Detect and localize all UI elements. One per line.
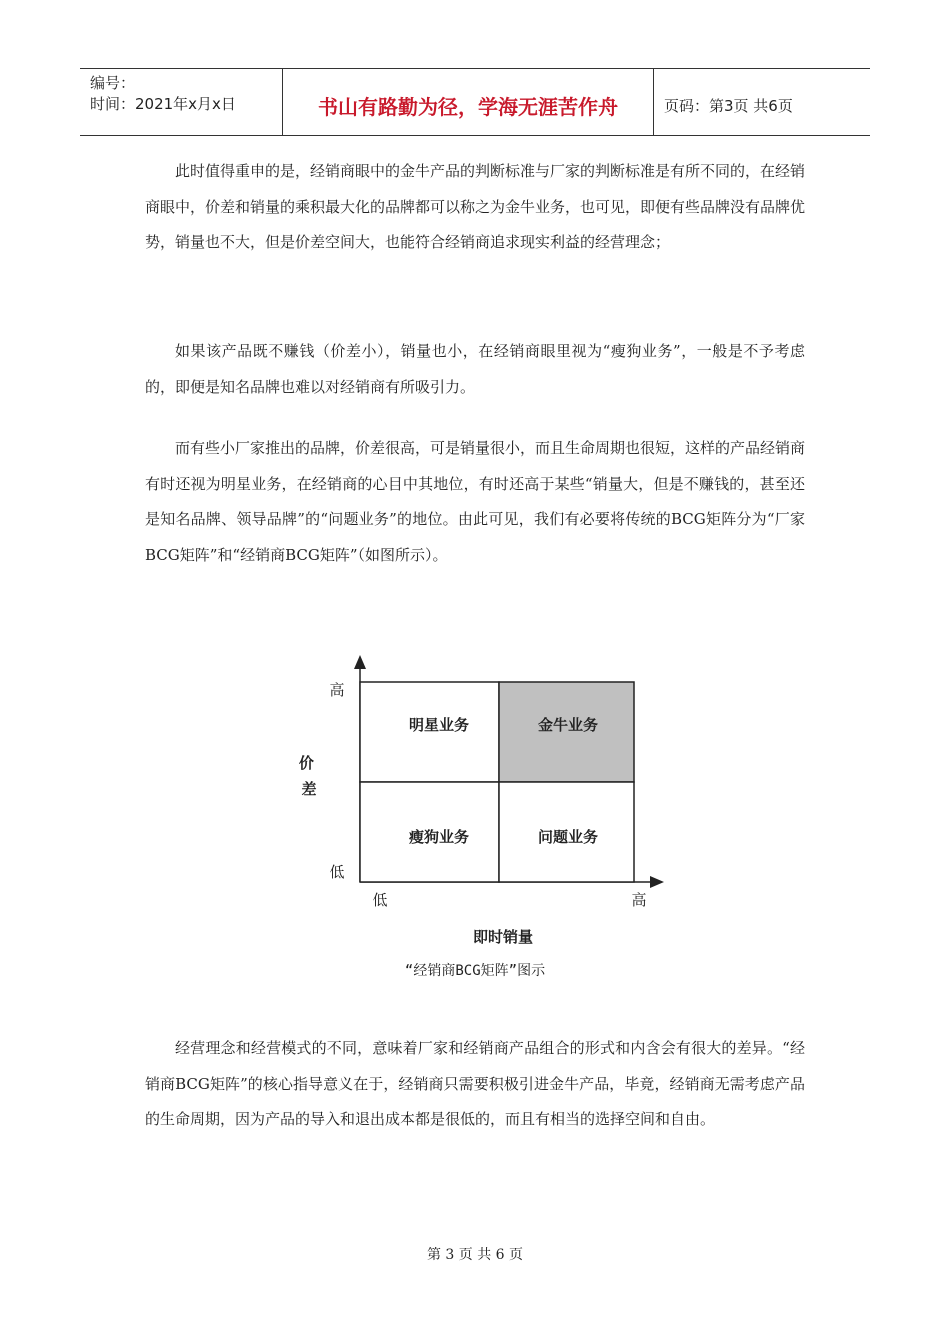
quadrant-label-cash-cow: 金牛业务 [537, 716, 599, 734]
figure-caption: “经销商BCG矩阵”图示 [404, 963, 546, 979]
bcg-matrix-diagram [290, 655, 670, 955]
paragraph-4: 经营理念和经营模式的不同，意味着厂家和经销商产品组合的形式和内含会有很大的差异。“经销商BCG矩阵”的核心指导意义在于，经销商只需要积极引进金牛产品，毕竟，经销商无需考虑产品的生命周期，因为产品的导入和退出成本都是很低的，而且有相当的选择空间和自由。 [145, 1039, 805, 1128]
x-axis-arrow-icon [650, 876, 664, 888]
date-label: 时间：2021年x月x日 [90, 95, 236, 113]
quadrant-label-dog: 瘦狗业务 [408, 828, 470, 846]
y-axis-title: 价 差 [298, 754, 317, 798]
page-footer: 第 3 页 共 6 页 [426, 1247, 524, 1263]
x-high-label: 高 [631, 891, 647, 909]
quadrant-label-question: 问题业务 [537, 828, 599, 846]
header-meta [80, 69, 282, 135]
document-header [80, 68, 870, 136]
paragraph-3: 而有些小厂家推出的品牌，价差很高，可是销量很小，而且生命周期也很短，这样的产品经销商有时还视为明星业务，在经销商的心目中其地位，有时还高于某些“销量大，但是不赚钱的，甚至还是知名品牌、领导品牌”的“问题业务”的地位。由此可见，我们有必要将传统的BCG矩阵分为“厂家BCG矩阵”和“经销商BCG矩阵”（如图所示）。 [145, 439, 806, 564]
quadrant-label-star: 明星业务 [408, 716, 470, 734]
x-axis-title: 即时销量 [472, 928, 534, 946]
paragraph-2: 如果该产品既不赚钱（价差小），销量也小，在经销商眼里视为“瘦狗业务”，一般是不予考虑的，即便是知名品牌也难以对经销商有所吸引力。 [145, 342, 805, 396]
header-page-info: 页码：第3页 共6页 [664, 96, 793, 115]
serial-number-label: 编号： [90, 74, 136, 92]
y-axis-arrow-icon [354, 655, 366, 669]
x-low-label: 低 [372, 891, 388, 909]
paragraph-1: 此时值得重申的是，经销商眼中的金牛产品的判断标准与厂家的判断标准是有所不同的，在经销商眼中，价差和销量的乘积最大化的品牌都可以称之为金牛业务，也可见，即便有些品牌没有品牌优势，销量也不大，但是价差空间大，也能符合经销商追求现实利益的经营理念； [145, 162, 806, 251]
y-high-label: 高 [329, 681, 345, 699]
header-motto: 书山有路勤为径，学海无涯苦作舟 [282, 69, 654, 135]
y-low-label: 低 [329, 863, 345, 881]
